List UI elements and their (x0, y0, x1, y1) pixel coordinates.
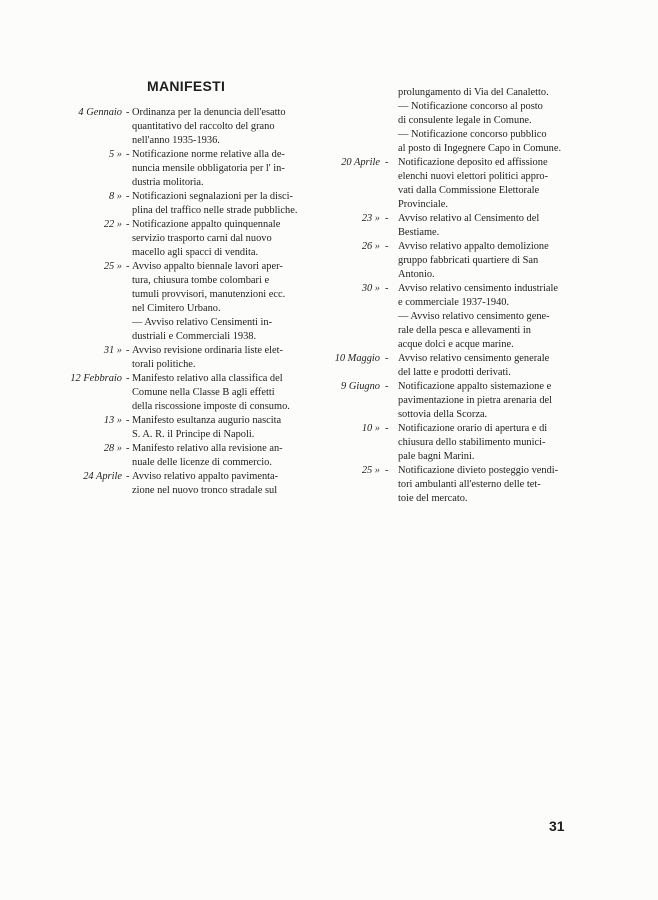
entry-dash: - (385, 213, 389, 224)
entry-dash: - (126, 345, 130, 356)
entry-line: — Notificazione concorso pubblico (398, 129, 547, 140)
entry-line: Ordinanza per la denuncia dell'esatto (132, 107, 286, 118)
entry-line: nel Cimitero Urbano. (132, 303, 221, 314)
page-number: 31 (549, 818, 565, 834)
entry-line: — Notificazione concorso al posto (398, 101, 543, 112)
entry-text (398, 352, 590, 380)
entry-line: Avviso relativo al Censimento del (398, 213, 540, 224)
entry-line: S. A. R. il Principe di Napoli. (132, 429, 255, 440)
entry-line: Notificazione appalto sistemazione e (398, 381, 552, 392)
entry-text (398, 212, 590, 240)
entry-dash: - (385, 381, 389, 392)
entry-line: macello agli spacci di vendita. (132, 247, 259, 258)
entry-line: pale bagni Marini. (398, 451, 475, 462)
entry-text (132, 414, 308, 442)
entry-date: 28 » (103, 443, 122, 454)
entry-date: 4 Gennaio (78, 107, 122, 118)
entry-line: Provinciale. (398, 199, 448, 210)
entry-date: 5 » (109, 149, 122, 160)
entry-date: 8 » (109, 191, 122, 202)
entry-line: sottovia della Scorza. (398, 409, 488, 420)
entry-date: 31 » (103, 345, 122, 356)
entry-line: Notificazioni segnalazioni per la disci- (132, 191, 293, 202)
entry-item (318, 380, 590, 422)
entry-text (398, 86, 590, 156)
entry-text (132, 344, 308, 372)
entry-text (132, 218, 308, 260)
entry-line: tumuli provvisori, manutenzioni ecc. (132, 289, 286, 300)
entry-text (132, 260, 308, 344)
entry-text (132, 148, 308, 190)
entry-line: e commerciale 1937-1940. (398, 297, 510, 308)
entry-text (132, 372, 308, 414)
entry-item (40, 260, 308, 344)
left-column (40, 106, 308, 498)
entry-line: rale della pesca e allevamenti in (398, 325, 531, 336)
entry-item (318, 422, 590, 464)
entry-line: Manifesto relativo alla classifica del (132, 373, 283, 384)
entry-text (398, 464, 590, 506)
entry-line: vati dalla Commissione Elettorale (398, 185, 540, 196)
entry-date: 25 » (103, 261, 122, 272)
entry-dash: - (385, 353, 389, 364)
entry-line: Notificazione deposito ed affissione (398, 157, 548, 168)
entry-item (318, 282, 590, 352)
entry-line: Bestiame. (398, 227, 440, 238)
entry-line: quantitativo del raccolto del grano (132, 121, 275, 132)
entry-item (318, 86, 590, 156)
entry-line: Avviso relativo censimento industriale (398, 283, 558, 294)
entry-dash: - (126, 443, 130, 454)
entry-line: plina del traffico nelle strade pubbliche. (132, 205, 298, 216)
entry-line: tura, chiusura tombe colombari e (132, 275, 270, 286)
entry-line: — Avviso relativo Censimenti in- (132, 317, 273, 328)
entry-line: prolungamento di Via del Canaletto. (398, 87, 549, 98)
entry-date: 12 Febbraio (70, 373, 122, 384)
entry-line: nuale delle licenze di commercio. (132, 457, 272, 468)
entry-date: 25 » (361, 465, 380, 476)
entry-text (132, 442, 308, 470)
entry-line: del latte e prodotti derivati. (398, 367, 511, 378)
entry-item (40, 218, 308, 260)
entry-line: dustriali e Commerciali 1938. (132, 331, 257, 342)
entry-dash: - (385, 283, 389, 294)
entry-item (318, 464, 590, 506)
entry-dash: - (126, 415, 130, 426)
entry-line: Manifesto esultanza augurio nascita (132, 415, 282, 426)
entry-item (40, 372, 308, 414)
entry-line: della riscossione imposte di consumo. (132, 401, 290, 412)
entry-item (318, 352, 590, 380)
entry-dash: - (126, 471, 130, 482)
entry-text (132, 470, 308, 498)
entry-line: Notificazione divieto posteggio vendi- (398, 465, 559, 476)
entry-dash: - (126, 373, 130, 384)
entry-date: 20 Aprile (341, 157, 380, 168)
entry-line: toie del mercato. (398, 493, 468, 504)
entry-line: torali politiche. (132, 359, 196, 370)
entry-dash: - (126, 149, 130, 160)
entry-item (40, 344, 308, 372)
entry-item (318, 240, 590, 282)
entry-line: Notificazione norme relative alla de- (132, 149, 285, 160)
entry-line: Avviso relativo appalto pavimenta- (132, 471, 279, 482)
entry-dash: - (126, 191, 130, 202)
entry-dash: - (126, 261, 130, 272)
entry-line: — Avviso relativo censimento gene- (398, 311, 550, 322)
entry-item (40, 148, 308, 190)
entry-dash: - (385, 465, 389, 476)
page-heading: MANIFESTI (147, 78, 226, 94)
entry-date: 30 » (361, 283, 380, 294)
entry-date: 24 Aprile (83, 471, 122, 482)
entry-item (40, 414, 308, 442)
entry-line: chiusura dello stabilimento munici- (398, 437, 546, 448)
entry-text (132, 190, 308, 218)
entry-dash: - (385, 423, 389, 434)
entry-line: elenchi nuovi elettori politici appro- (398, 171, 549, 182)
entry-date: 23 » (361, 213, 380, 224)
entry-date: 10 » (361, 423, 380, 434)
entry-date: 10 Maggio (334, 353, 380, 364)
entry-item (40, 190, 308, 218)
entry-item (318, 156, 590, 212)
entry-dash: - (385, 241, 389, 252)
entry-line: zione nel nuovo tronco stradale sul (132, 485, 278, 496)
entry-text (398, 240, 590, 282)
entry-date: 22 » (103, 219, 122, 230)
entry-date: 9 Giugno (341, 381, 380, 392)
entry-line: Avviso relativo censimento generale (398, 353, 550, 364)
entry-text (398, 156, 590, 212)
entry-dash: - (385, 157, 389, 168)
entry-date: 13 » (103, 415, 122, 426)
entry-line: acque dolci e acque marine. (398, 339, 514, 350)
entry-line: pavimentazione in pietra arenaria del (398, 395, 553, 406)
entry-line: Notificazione appalto quinquennale (132, 219, 281, 230)
entry-text (132, 106, 308, 148)
entry-item (318, 212, 590, 240)
entry-line: Antonio. (398, 269, 435, 280)
entry-line: nell'anno 1935-1936. (132, 135, 220, 146)
entry-line: gruppo fabbricati quartiere di San (398, 255, 539, 266)
entry-line: Avviso appalto biennale lavori aper- (132, 261, 283, 272)
entry-line: nuncia mensile obbligatoria per l' in- (132, 163, 285, 174)
entry-item (40, 470, 308, 498)
entry-line: Manifesto relativo alla revisione an- (132, 443, 283, 454)
entry-line: Notificazione orario di apertura e di (398, 423, 548, 434)
entry-item (40, 106, 308, 148)
entry-line: Avviso revisione ordinaria liste elet- (132, 345, 284, 356)
entry-line: tori ambulanti all'esterno delle tet- (398, 479, 541, 490)
entry-dash: - (126, 219, 130, 230)
entry-line: Comune nella Classe B agli effetti (132, 387, 275, 398)
entry-line: al posto di Ingegnere Capo in Comune. (398, 143, 562, 154)
entry-item (40, 442, 308, 470)
entry-dash: - (126, 107, 130, 118)
entry-line: servizio trasporto carni dal nuovo (132, 233, 272, 244)
entry-date: 26 » (361, 241, 380, 252)
entry-line: dustria molitoria. (132, 177, 204, 188)
entry-line: Avviso relativo appalto demolizione (398, 241, 549, 252)
entry-text (398, 380, 590, 422)
entry-text (398, 422, 590, 464)
right-column (318, 86, 590, 506)
entry-text (398, 282, 590, 352)
entry-line: di consulente legale in Comune. (398, 115, 532, 126)
